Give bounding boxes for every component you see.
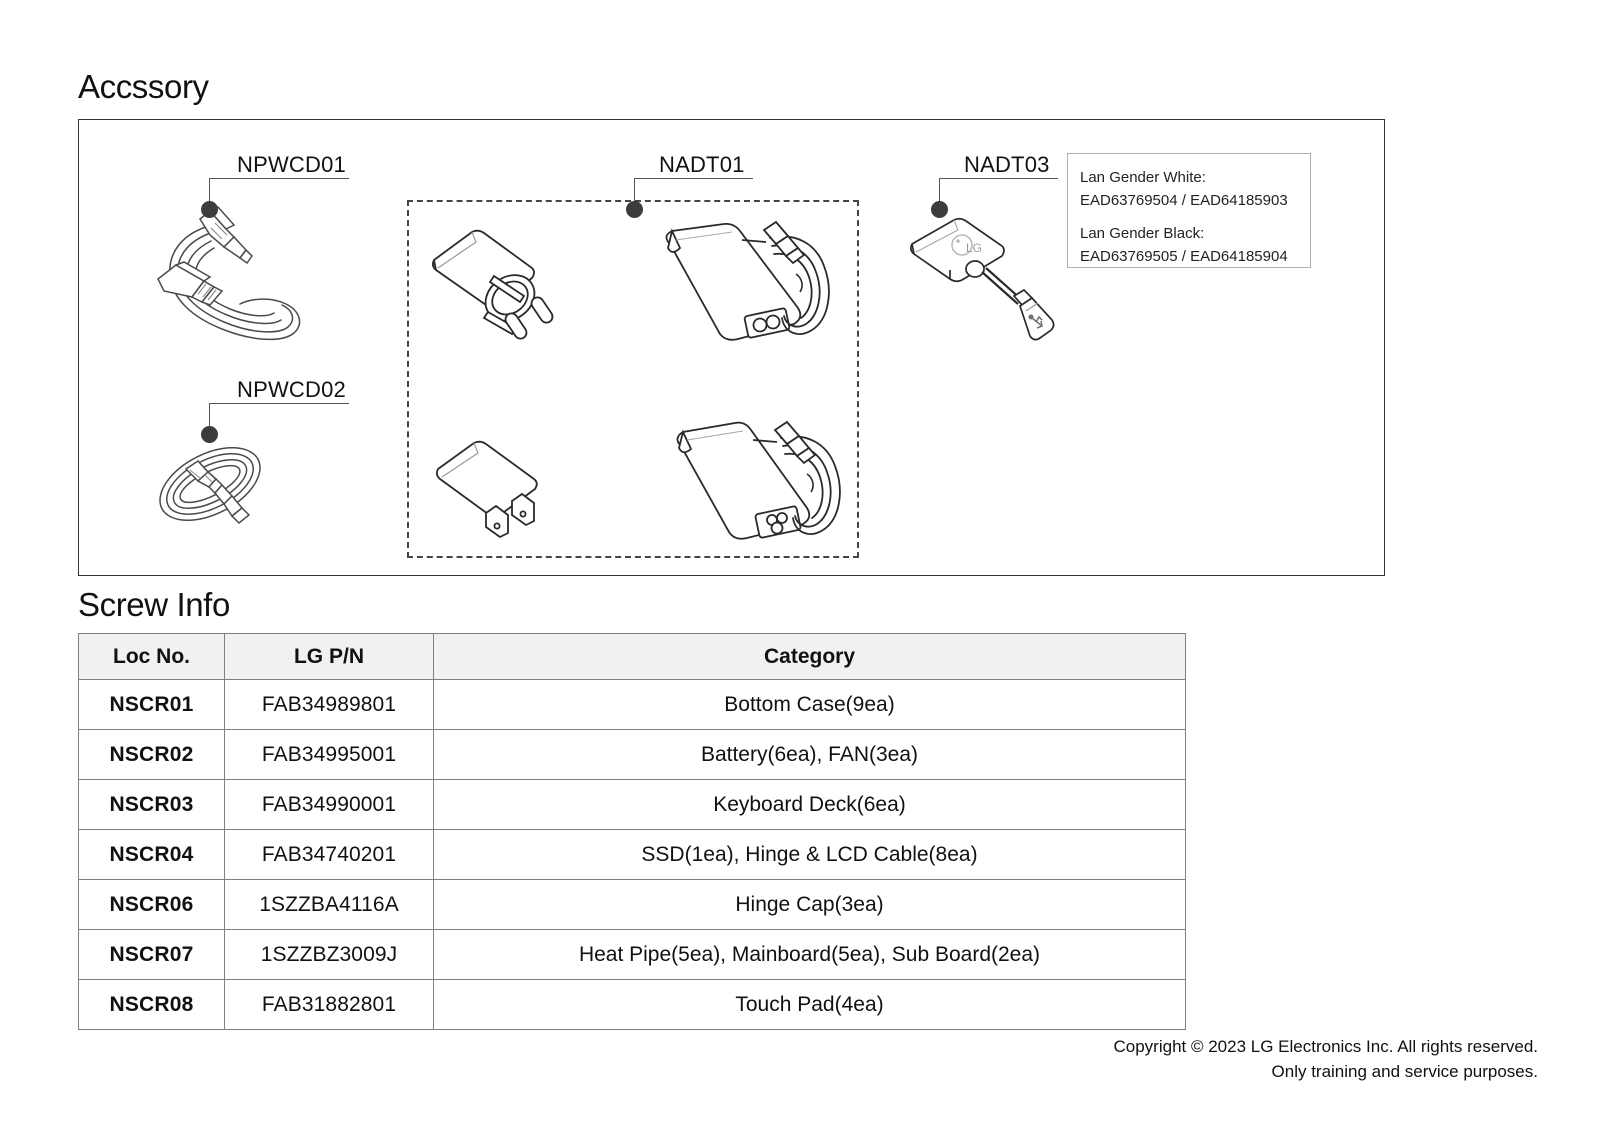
screw-cell-loc: NSCR07 (79, 930, 225, 980)
copyright-footer (1114, 1034, 1539, 1084)
screw-cell-pn: FAB34995001 (225, 730, 434, 780)
screw-cell-category: SSD(1ea), Hinge & LCD Cable(8ea) (434, 830, 1186, 880)
screw-cell-category: Keyboard Deck(6ea) (434, 780, 1186, 830)
callout-npwcd02 (209, 371, 349, 433)
callout-dot-npwcd02 (201, 426, 218, 443)
callout-dot-nadt03 (931, 201, 948, 218)
callout-npwcd01 (209, 146, 349, 208)
table-row (79, 930, 1186, 980)
svg-text:LG: LG (966, 241, 983, 255)
eu-plug-adapter-illustration (424, 224, 564, 344)
table-row (79, 980, 1186, 1030)
screw-cell-pn: 1SZZBA4116A (225, 880, 434, 930)
screw-cell-pn: FAB31882801 (225, 980, 434, 1030)
column-header-category: Category (434, 634, 1186, 680)
callout-label-npwcd02: NPWCD02 (237, 377, 346, 402)
table-row (79, 680, 1186, 730)
screw-cell-pn: FAB34989801 (225, 680, 434, 730)
screw-info-section-title: Screw Info (78, 586, 230, 623)
callout-label-npwcd01: NPWCD01 (237, 152, 346, 177)
screw-cell-loc: NSCR06 (79, 880, 225, 930)
callout-dot-npwcd01 (201, 201, 218, 218)
callout-hline-nadt03 (939, 178, 1058, 179)
callout-hline-nadt01 (634, 178, 753, 179)
screw-cell-loc: NSCR03 (79, 780, 225, 830)
screw-info-table (78, 633, 1186, 1030)
callout-nadt01 (634, 146, 753, 208)
copyright-line-2: Only training and service purposes. (1271, 1062, 1538, 1081)
ac-power-cord-illustration (148, 205, 308, 360)
screw-cell-loc: NSCR04 (79, 830, 225, 880)
lan-gender-note-box (1067, 153, 1311, 268)
lan-gender-white-label: Lan Gender White: (1080, 169, 1206, 186)
column-header-loc-no: Loc No. (79, 634, 225, 680)
ac-adapter-brick-c8-illustration (646, 222, 851, 347)
copyright-line-1: Copyright © 2023 LG Electronics Inc. All rights reserved. (1113, 1037, 1538, 1056)
us-plug-adapter-illustration (430, 437, 555, 542)
screw-cell-category: Hinge Cap(3ea) (434, 880, 1186, 930)
lan-gender-white-parts: EAD63769504 / EAD64185903 (1080, 192, 1288, 209)
table-row (79, 730, 1186, 780)
table-header-row (79, 634, 1186, 680)
screw-cell-loc: NSCR01 (79, 680, 225, 730)
callout-label-nadt01: NADT01 (659, 152, 745, 177)
table-row (79, 830, 1186, 880)
screw-cell-category: Heat Pipe(5ea), Mainboard(5ea), Sub Board(2ea) (434, 930, 1186, 980)
callout-dot-nadt01 (626, 201, 643, 218)
lan-gender-black-parts: EAD63769505 / EAD64185904 (1080, 248, 1288, 265)
screw-cell-pn: FAB34740201 (225, 830, 434, 880)
screw-cell-category: Battery(6ea), FAN(3ea) (434, 730, 1186, 780)
callout-hline-npwcd01 (209, 178, 349, 179)
screw-cell-loc: NSCR08 (79, 980, 225, 1030)
screw-cell-loc: NSCR02 (79, 730, 225, 780)
lan-gender-black-label: Lan Gender Black: (1080, 225, 1205, 242)
usb-c-cable-illustration (152, 432, 282, 537)
callout-label-nadt03: NADT03 (964, 152, 1050, 177)
screw-cell-category: Touch Pad(4ea) (434, 980, 1186, 1030)
lan-gender-adapter-illustration (906, 212, 1056, 357)
callout-nadt03 (939, 146, 1058, 208)
column-header-lg-pn: LG P/N (225, 634, 434, 680)
table-row (79, 880, 1186, 930)
ac-adapter-brick-c6-illustration (665, 418, 855, 543)
table-row (79, 780, 1186, 830)
screw-cell-pn: FAB34990001 (225, 780, 434, 830)
screw-cell-category: Bottom Case(9ea) (434, 680, 1186, 730)
screw-cell-pn: 1SZZBZ3009J (225, 930, 434, 980)
accessory-section-title: Accssory (78, 68, 209, 105)
callout-hline-npwcd02 (209, 403, 349, 404)
